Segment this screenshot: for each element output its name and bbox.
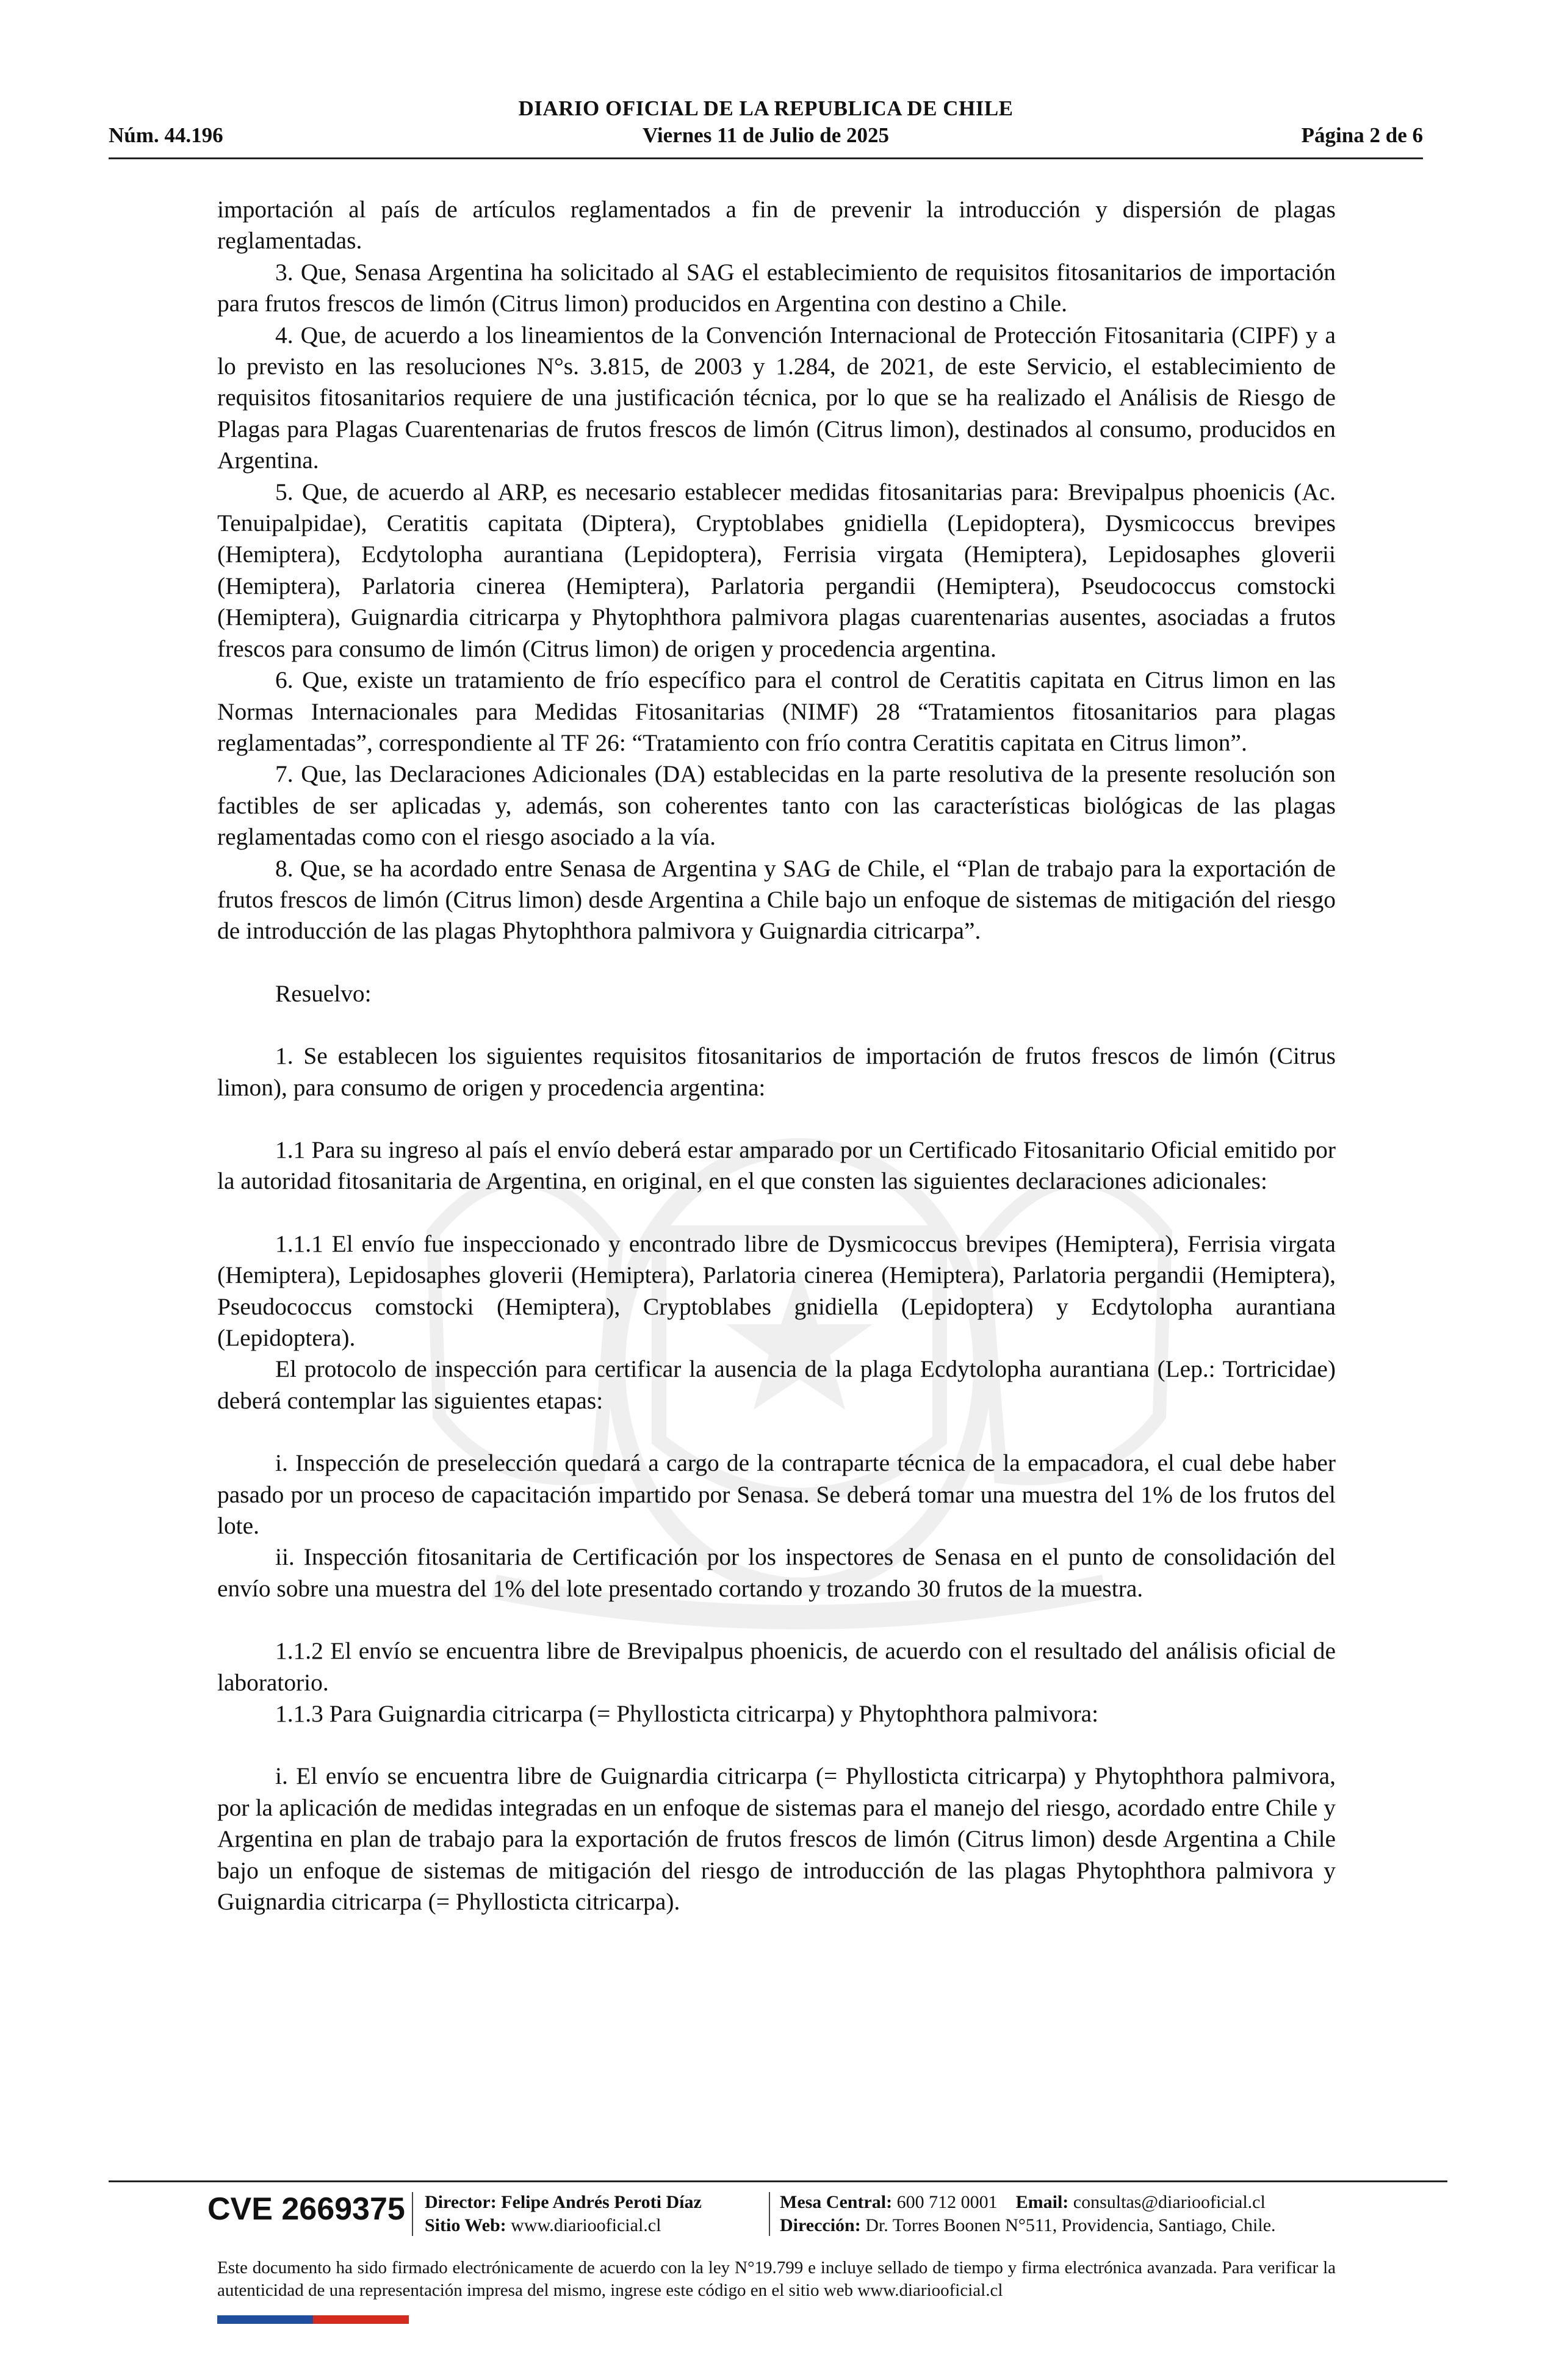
mesa-label: Mesa Central: <box>780 2192 893 2212</box>
issue-date: Viernes 11 de Julio de 2025 <box>642 123 890 147</box>
paragraph: 1.1.3 Para Guignardia citricarpa (= Phyllosticta citricarpa) y Phytophthora palmivora: <box>275 1700 1099 1728</box>
paragraph: 6. Que, existe un tratamiento de frío específico para el control de Ceratitis capitata en Citrus limon en las Normas Internacionales para Medidas Fitosanitarias (NIMF) 28 “Tratamientos fitosanitarios para plagas reglamentadas”, correspondiente al TF 26: “Tratamiento con frío contra Ceratitis capitata en Citrus limon”. <box>217 666 1336 756</box>
footer-divider <box>109 2180 1447 2182</box>
journal-title: DIARIO OFICIAL DE LA REPUBLICA DE CHILE <box>518 96 1014 120</box>
paragraph: 1. Se establecen los siguientes requisitos fitosanitarios de importación de frutos frescos de limón (Citrus limon), para consumo de origen y procedencia argentina: <box>217 1042 1336 1101</box>
document-body <box>217 194 1336 1918</box>
page-header <box>109 92 1423 159</box>
footer-separator <box>412 2192 413 2236</box>
header-divider <box>109 157 1423 159</box>
paragraph: 3. Que, Senasa Argentina ha solicitado al SAG el establecimiento de requisitos fitosanitarios de importación para frutos frescos de limón (Citrus limon) producidos en Argentina con destino a Chile. <box>217 258 1336 317</box>
paragraph: i. Inspección de preselección quedará a cargo de la contraparte técnica de la empacadora, el cual debe haber pasado por un proceso de capacitación impartido por Senasa. Se deberá tomar una muestra del 1% de los frutos del lote. <box>217 1449 1336 1540</box>
flag-bar-blue <box>217 2315 313 2324</box>
cve-code: CVE 2669375 <box>207 2191 405 2227</box>
page-number: Página 2 de 6 <box>1301 123 1423 147</box>
paragraph: 1.1.1 El envío fue inspeccionado y encontrado libre de Dysmicoccus brevipes (Hemiptera), Ferrisia virgata (Hemiptera), Lepidosaphes gloverii (Hemiptera), Parlatoria cinerea (Hemiptera), Parlatoria pergandii (Hemiptera), Pseudococcus comstocki (Hemiptera), Cryptoblabes gnidiella (Lepidoptera) y Ecdytolopha aurantiana (Lepidoptera). <box>217 1230 1336 1351</box>
issue-number: Núm. 44.196 <box>109 123 223 147</box>
flag-bar-red <box>313 2315 409 2324</box>
paragraph: 1.1 Para su ingreso al país el envío deberá estar amparado por un Certificado Fitosanitario Oficial emitido por la autoridad fitosanitaria de Argentina, en original, en el que consten las siguientes declaraciones adicionales: <box>217 1136 1336 1195</box>
address: Dr. Torres Boonen N°511, Providencia, Santiago, Chile. <box>865 2215 1276 2235</box>
footer-separator <box>769 2192 770 2236</box>
web-link[interactable]: www.diariooficial.cl <box>511 2215 661 2235</box>
resuelvo-heading: Resuelvo: <box>275 979 372 1007</box>
paragraph: importación al país de artículos reglamentados a fin de prevenir la introducción y dispersión de plagas reglamentadas. <box>217 196 1336 254</box>
paragraph: 4. Que, de acuerdo a los lineamientos de la Convención Internacional de Protección Fitosanitaria (CIPF) y a lo previsto en las resoluciones N°s. 3.815, de 2003 y 1.284, de 2021, de este Servicio, el establecimiento de requisitos fitosanitarios requiere de una justificación técnica, por lo que se ha realizado el Análisis de Riesgo de Plagas para Plagas Cuarentenarias de frutos frescos de limón (Citrus limon), destinados al consumo, producidos en Argentina. <box>217 321 1336 474</box>
footer-contact-block <box>780 2191 1276 2237</box>
address-label: Dirección: <box>780 2215 861 2235</box>
footer-director-block <box>425 2191 702 2237</box>
email-label: Email: <box>1015 2192 1069 2212</box>
phone-number: 600 712 0001 <box>896 2192 998 2212</box>
paragraph: 5. Que, de acuerdo al ARP, es necesario establecer medidas fitosanitarias para: Brevipalpus phoenicis (Ac. Tenuipalpidae), Ceratitis capitata (Diptera), Cryptoblabes gnidiella (Lepidoptera), Dysmicoccus brevipes (Hemiptera), Ecdytolopha aurantiana (Lepidoptera), Ferrisia virgata (Hemiptera), Lepidosaphes gloverii (Hemiptera), Parlatoria cinerea (Hemiptera), Parlatoria pergandii (Hemiptera), Pseudococcus comstocki (Hemiptera), Guignardia citricarpa y Phytophthora palmivora plagas cuarentenarias ausentes, asociadas a frutos frescos para consumo de limón (Citrus limon) de origen y procedencia argentina. <box>217 478 1336 662</box>
paragraph: 8. Que, se ha acordado entre Senasa de Argentina y SAG de Chile, el “Plan de trabajo para la exportación de frutos frescos de limón (Citrus limon) desde Argentina a Chile bajo un enfoque de sistemas de mitigación del riesgo de introducción de las plagas Phytophthora palmivora y Guignardia citricarpa”. <box>217 854 1336 945</box>
web-label: Sitio Web: <box>425 2215 506 2235</box>
legal-notice: Este documento ha sido firmado electrónicamente de acuerdo con la ley N°19.799 e incluye sellado de tiempo y firma electrónica avanzada. Para verificar la autenticidad de una representación impresa del mismo, ingrese este código en el sitio web www.diariooficial.cl <box>217 2258 1336 2300</box>
paragraph: El protocolo de inspección para certificar la ausencia de la plaga Ecdytolopha aurantiana (Lep.: Tortricidae) deberá contemplar las siguientes etapas: <box>217 1355 1336 1414</box>
paragraph: ii. Inspección fitosanitaria de Certificación por los inspectores de Senasa en el punto de consolidación del envío sobre una muestra del 1% del lote presentado cortando y trozando 30 frutos de la muestra. <box>217 1543 1336 1602</box>
paragraph: 1.1.2 El envío se encuentra libre de Brevipalpus phoenicis, de acuerdo con el resultado del análisis oficial de laboratorio. <box>217 1637 1336 1696</box>
paragraph: i. El envío se encuentra libre de Guignardia citricarpa (= Phyllosticta citricarpa) y Phytophthora palmivora, por la aplicación de medidas integradas en un enfoque de sistemas para el manejo del riesgo, acordado entre Chile y Argentina en plan de trabajo para la exportación de frutos frescos de limón (Citrus limon) desde Argentina a Chile bajo un enfoque de sistemas de mitigación del riesgo de introducción de las plagas Phytophthora palmivora y Guignardia citricarpa (= Phyllosticta citricarpa). <box>217 1762 1336 1916</box>
paragraph: 7. Que, las Declaraciones Adicionales (DA) establecidas en la parte resolutiva de la presente resolución son factibles de ser aplicadas y, además, son coherentes tanto con las características biológicas de las plagas reglamentadas como con el riesgo asociado a la vía. <box>217 760 1336 851</box>
director-name: Felipe Andrés Peroti Díaz <box>501 2192 702 2212</box>
director-label: Director: <box>425 2192 497 2212</box>
email-link[interactable]: consultas@diariooficial.cl <box>1073 2192 1266 2212</box>
